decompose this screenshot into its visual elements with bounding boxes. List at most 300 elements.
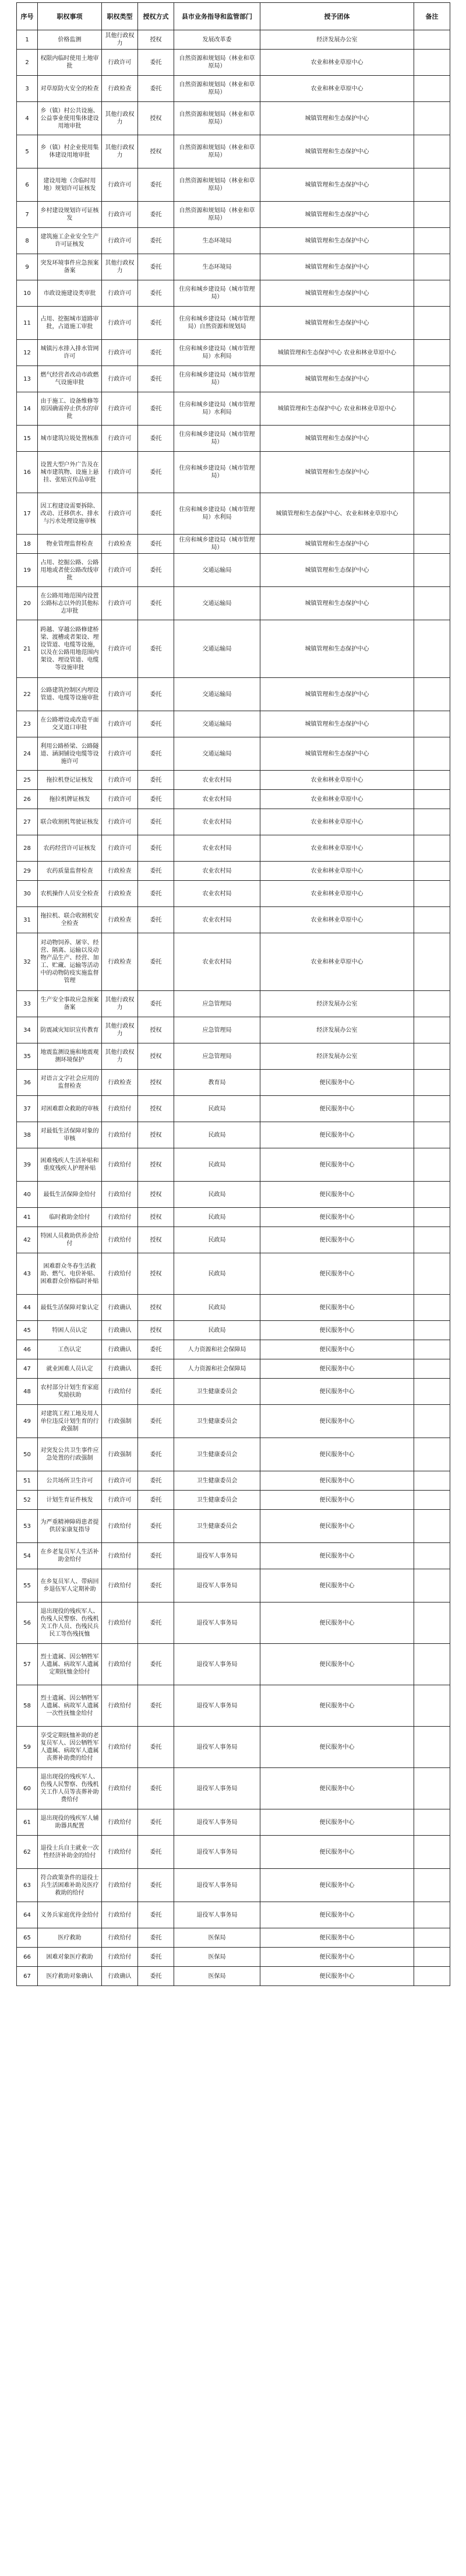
- cell-type: 行政检查: [102, 1070, 138, 1096]
- cell-dept: 教育局: [174, 1070, 260, 1096]
- cell-note: [414, 30, 450, 50]
- cell-type: 行政给付: [102, 1569, 138, 1602]
- cell-name: 农机操作人员安全检查: [38, 881, 102, 907]
- cell-dept: 生态环境局: [174, 228, 260, 254]
- cell-dept: 卫生健康委员会: [174, 1510, 260, 1543]
- cell-team: 便民服务中心: [260, 1148, 414, 1182]
- cell-name: 困难残疾人生活补贴和重度残疾人护理补贴: [38, 1148, 102, 1182]
- cell-dept: 住房和城乡建设局（城市管理局）水利局: [174, 493, 260, 535]
- table-row: [17, 907, 450, 933]
- cell-dept: 民政局: [174, 1182, 260, 1208]
- cell-dept: 民政局: [174, 1321, 260, 1340]
- table-row: [17, 1967, 450, 1986]
- cell-team: 便民服务中心: [260, 1510, 414, 1543]
- cell-name: 市政设施建设类审批: [38, 280, 102, 307]
- cell-note: [414, 835, 450, 862]
- cell-method: 委托: [138, 1510, 174, 1543]
- table-row: [17, 1208, 450, 1227]
- cell-team: 便民服务中心: [260, 1070, 414, 1096]
- cell-method: 委托: [138, 711, 174, 737]
- table-row: [17, 1543, 450, 1569]
- cell-dept: 应急管理局: [174, 1043, 260, 1070]
- cell-method: 委托: [138, 452, 174, 493]
- cell-method: 委托: [138, 202, 174, 228]
- cell-team: 便民服务中心: [260, 1543, 414, 1569]
- cell-seq: 24: [17, 737, 38, 771]
- cell-dept: 住房和城乡建设局（城市管理局）: [174, 452, 260, 493]
- cell-seq: 46: [17, 1340, 38, 1359]
- table-row: [17, 862, 450, 881]
- cell-note: [414, 1096, 450, 1122]
- cell-team: 便民服务中心: [260, 1096, 414, 1122]
- cell-method: 委托: [138, 771, 174, 790]
- cell-seq: 56: [17, 1602, 38, 1644]
- cell-team: 城镇管理和生态保护中心: [260, 620, 414, 678]
- cell-note: [414, 991, 450, 1017]
- cell-dept: 交通运输局: [174, 737, 260, 771]
- cell-method: 委托: [138, 1928, 174, 1948]
- cell-type: 行政给付: [102, 1148, 138, 1182]
- cell-type: 行政许可: [102, 228, 138, 254]
- cell-name: 占用、挖掘城市道路审批，占道施工审批: [38, 307, 102, 340]
- cell-team: 经济发展办公室: [260, 991, 414, 1017]
- cell-note: [414, 1182, 450, 1208]
- cell-team: 农业和林业草原中心: [260, 809, 414, 835]
- cell-note: [414, 392, 450, 426]
- cell-seq: 62: [17, 1836, 38, 1869]
- cell-seq: 49: [17, 1405, 38, 1438]
- cell-dept: 自然资源和规划局（林业和草原局）: [174, 135, 260, 168]
- cell-note: [414, 1122, 450, 1148]
- cell-method: 授权: [138, 1043, 174, 1070]
- cell-method: 委托: [138, 254, 174, 280]
- cell-type: 行政给付: [102, 1948, 138, 1967]
- cell-name: 拖拉机、联合收割机安全检查: [38, 907, 102, 933]
- table-row: [17, 1148, 450, 1182]
- cell-seq: 39: [17, 1148, 38, 1182]
- cell-dept: 卫生健康委员会: [174, 1405, 260, 1438]
- table-row: [17, 426, 450, 452]
- table-row: [17, 711, 450, 737]
- cell-note: [414, 426, 450, 452]
- cell-seq: 43: [17, 1253, 38, 1295]
- cell-team: 农业和林业草原中心: [260, 50, 414, 76]
- cell-note: [414, 1510, 450, 1543]
- cell-type: 行政给付: [102, 1869, 138, 1902]
- cell-method: 委托: [138, 168, 174, 202]
- table-row: [17, 737, 450, 771]
- cell-type: 行政给付: [102, 1182, 138, 1208]
- cell-type: 其他行政权力: [102, 1043, 138, 1070]
- cell-dept: 农业农村局: [174, 862, 260, 881]
- cell-name: 跨越、穿越公路修建桥梁、渡槽或者架设、埋设管道、电缆等设施，以及在公路用地范围内架设、埋设管道、电缆等设施审批: [38, 620, 102, 678]
- cell-type: 行政许可: [102, 392, 138, 426]
- cell-seq: 11: [17, 307, 38, 340]
- cell-seq: 66: [17, 1948, 38, 1967]
- header-note: 备注: [414, 3, 450, 30]
- cell-dept: 民政局: [174, 1295, 260, 1321]
- cell-seq: 10: [17, 280, 38, 307]
- table-row: [17, 1948, 450, 1967]
- cell-seq: 48: [17, 1379, 38, 1405]
- cell-dept: 退役军人事务局: [174, 1685, 260, 1727]
- cell-name: 占用、挖掘公路、公路用地或者使公路改线审批: [38, 554, 102, 587]
- cell-name: 物业管理监督检查: [38, 535, 102, 554]
- cell-name: 在乡老复员军人生活补助金给付: [38, 1543, 102, 1569]
- cell-name: 困难群众冬春生活救助、燃气、电价补贴、困难群众价格临时补贴: [38, 1253, 102, 1295]
- cell-note: [414, 790, 450, 809]
- cell-method: 委托: [138, 862, 174, 881]
- cell-name: 建设用地（含临时用地）规划许可证核发: [38, 168, 102, 202]
- cell-type: 行政许可: [102, 1471, 138, 1491]
- table-row: [17, 554, 450, 587]
- cell-dept: 退役军人事务局: [174, 1644, 260, 1685]
- cell-type: 行政给付: [102, 1928, 138, 1948]
- cell-seq: 32: [17, 933, 38, 991]
- cell-dept: 农业农村局: [174, 835, 260, 862]
- cell-dept: 医保局: [174, 1948, 260, 1967]
- cell-note: [414, 366, 450, 392]
- cell-note: [414, 1543, 450, 1569]
- cell-team: 便民服务中心: [260, 1869, 414, 1902]
- table-row: [17, 135, 450, 168]
- cell-method: 授权: [138, 1295, 174, 1321]
- cell-note: [414, 1836, 450, 1869]
- cell-team: 便民服务中心: [260, 1359, 414, 1379]
- cell-team: 农业和林业草原中心: [260, 790, 414, 809]
- cell-dept: 民政局: [174, 1122, 260, 1148]
- cell-team: 农业和林业草原中心: [260, 862, 414, 881]
- cell-seq: 25: [17, 771, 38, 790]
- table-row: [17, 1510, 450, 1543]
- cell-seq: 7: [17, 202, 38, 228]
- cell-note: [414, 254, 450, 280]
- cell-team: 城镇管理和生态保护中心: [260, 678, 414, 711]
- cell-dept: 交通运输局: [174, 587, 260, 620]
- cell-name: 拖拉机登记证核发: [38, 771, 102, 790]
- cell-method: 授权: [138, 1208, 174, 1227]
- cell-type: 行政许可: [102, 554, 138, 587]
- cell-type: 其他行政权力: [102, 254, 138, 280]
- table-row: [17, 1902, 450, 1928]
- cell-dept: 住房和城乡建设局（城市管理局）: [174, 535, 260, 554]
- cell-name: 在乡复员军人、带病回乡退伍军人定期补助: [38, 1569, 102, 1602]
- cell-type: 行政给付: [102, 1809, 138, 1836]
- cell-note: [414, 737, 450, 771]
- cell-type: 其他行政权力: [102, 991, 138, 1017]
- cell-name: 义务兵家庭优待金给付: [38, 1902, 102, 1928]
- cell-seq: 37: [17, 1096, 38, 1122]
- cell-type: 行政许可: [102, 452, 138, 493]
- cell-team: 便民服务中心: [260, 1122, 414, 1148]
- cell-dept: 人力资源和社会保障局: [174, 1340, 260, 1359]
- cell-method: 授权: [138, 1017, 174, 1043]
- authority-list-table: [16, 2, 450, 1986]
- cell-dept: 退役军人事务局: [174, 1869, 260, 1902]
- cell-method: 委托: [138, 426, 174, 452]
- cell-name: 因工程建设需要拆除、改动、迁移供水、排水与污水处理设施审核: [38, 493, 102, 535]
- cell-seq: 16: [17, 452, 38, 493]
- table-row: [17, 340, 450, 366]
- cell-type: 行政给付: [102, 1836, 138, 1869]
- cell-name: 就业困难人员认定: [38, 1359, 102, 1379]
- cell-note: [414, 1768, 450, 1809]
- cell-dept: 自然资源和规划局（林业和草原局）: [174, 50, 260, 76]
- cell-team: 农业和林业草原中心: [260, 771, 414, 790]
- cell-team: 经济发展办公室: [260, 1043, 414, 1070]
- cell-type: 行政许可: [102, 168, 138, 202]
- cell-seq: 23: [17, 711, 38, 737]
- cell-note: [414, 1644, 450, 1685]
- cell-type: 行政检查: [102, 907, 138, 933]
- cell-name: 退出现役的残疾军人辅助器具配置: [38, 1809, 102, 1836]
- cell-method: 委托: [138, 1948, 174, 1967]
- cell-team: 城镇管理和生态保护中心: [260, 202, 414, 228]
- cell-team: 便民服务中心: [260, 1967, 414, 1986]
- cell-type: 行政确认: [102, 1359, 138, 1379]
- cell-dept: 卫生健康委员会: [174, 1438, 260, 1471]
- cell-method: 委托: [138, 991, 174, 1017]
- cell-note: [414, 554, 450, 587]
- cell-note: [414, 1148, 450, 1182]
- cell-dept: 生态环境局: [174, 254, 260, 280]
- cell-team: 便民服务中心: [260, 1902, 414, 1928]
- cell-dept: 卫生健康委员会: [174, 1491, 260, 1510]
- cell-method: 委托: [138, 340, 174, 366]
- cell-team: 便民服务中心: [260, 1379, 414, 1405]
- cell-type: 行政给付: [102, 1727, 138, 1768]
- cell-note: [414, 1967, 450, 1986]
- cell-type: 行政检查: [102, 862, 138, 881]
- cell-method: 委托: [138, 1727, 174, 1768]
- cell-team: 便民服务中心: [260, 1321, 414, 1340]
- table-row: [17, 1471, 450, 1491]
- cell-method: 委托: [138, 493, 174, 535]
- cell-method: 委托: [138, 76, 174, 102]
- cell-seq: 4: [17, 102, 38, 135]
- cell-name: 最低生活保障金给付: [38, 1182, 102, 1208]
- table-row: [17, 620, 450, 678]
- cell-method: 委托: [138, 1685, 174, 1727]
- cell-team: 城镇管理和生态保护中心: [260, 168, 414, 202]
- cell-team: 便民服务中心: [260, 1253, 414, 1295]
- cell-type: 行政许可: [102, 426, 138, 452]
- cell-note: [414, 1928, 450, 1948]
- cell-dept: 农业农村局: [174, 771, 260, 790]
- cell-name: 为严重精神障碍患者提供居家康复指导: [38, 1510, 102, 1543]
- cell-seq: 9: [17, 254, 38, 280]
- cell-seq: 34: [17, 1017, 38, 1043]
- cell-dept: 自然资源和规划局（林业和草原局）: [174, 102, 260, 135]
- cell-dept: 自然资源和规划局（林业和草原局）: [174, 202, 260, 228]
- cell-method: 委托: [138, 1543, 174, 1569]
- cell-seq: 57: [17, 1644, 38, 1685]
- cell-team: 农业和林业草原中心: [260, 907, 414, 933]
- cell-note: [414, 1438, 450, 1471]
- cell-method: 委托: [138, 678, 174, 711]
- cell-team: 便民服务中心: [260, 1295, 414, 1321]
- cell-dept: 医保局: [174, 1928, 260, 1948]
- cell-method: 授权: [138, 135, 174, 168]
- cell-dept: 退役军人事务局: [174, 1569, 260, 1602]
- cell-dept: 应急管理局: [174, 991, 260, 1017]
- cell-team: 便民服务中心: [260, 1602, 414, 1644]
- header-team: 授予团体: [260, 3, 414, 30]
- cell-seq: 13: [17, 366, 38, 392]
- cell-seq: 55: [17, 1569, 38, 1602]
- cell-note: [414, 1070, 450, 1096]
- cell-dept: 应急管理局: [174, 1017, 260, 1043]
- cell-seq: 2: [17, 50, 38, 76]
- cell-seq: 51: [17, 1471, 38, 1491]
- cell-seq: 20: [17, 587, 38, 620]
- cell-type: 行政许可: [102, 50, 138, 76]
- table-row: [17, 366, 450, 392]
- cell-dept: 退役军人事务局: [174, 1836, 260, 1869]
- table-row: [17, 102, 450, 135]
- cell-type: 行政许可: [102, 711, 138, 737]
- cell-note: [414, 452, 450, 493]
- table-row: [17, 493, 450, 535]
- table-row: [17, 991, 450, 1017]
- table-row: [17, 1928, 450, 1948]
- cell-method: 委托: [138, 1438, 174, 1471]
- table-row: [17, 1359, 450, 1379]
- cell-seq: 58: [17, 1685, 38, 1727]
- cell-name: 烈士遗属、因公牺牲军人遗属、病故军人遗属定期抚恤金给付: [38, 1644, 102, 1685]
- table-body: [17, 30, 450, 1986]
- cell-type: 行政给付: [102, 1253, 138, 1295]
- cell-name: 突发环境事件应急预案备案: [38, 254, 102, 280]
- cell-type: 其他行政权力: [102, 1017, 138, 1043]
- table-row: [17, 1227, 450, 1253]
- cell-team: 便民服务中心: [260, 1768, 414, 1809]
- cell-note: [414, 280, 450, 307]
- cell-note: [414, 1685, 450, 1727]
- cell-name: 临时救助金给付: [38, 1208, 102, 1227]
- table-row: [17, 1491, 450, 1510]
- cell-name: 退出现役的残疾军人、伤残人民警察、伤残机关工作人员、伤残民兵民工等伤残抚恤: [38, 1602, 102, 1644]
- cell-method: 委托: [138, 366, 174, 392]
- cell-dept: 卫生健康委员会: [174, 1379, 260, 1405]
- cell-type: 行政给付: [102, 1543, 138, 1569]
- cell-note: [414, 1602, 450, 1644]
- cell-method: 委托: [138, 307, 174, 340]
- cell-seq: 26: [17, 790, 38, 809]
- cell-note: [414, 1359, 450, 1379]
- cell-note: [414, 202, 450, 228]
- cell-type: 行政许可: [102, 366, 138, 392]
- cell-type: 行政给付: [102, 1902, 138, 1928]
- table-row: [17, 392, 450, 426]
- table-row: [17, 1685, 450, 1727]
- cell-method: 授权: [138, 1096, 174, 1122]
- cell-method: 授权: [138, 30, 174, 50]
- cell-team: 便民服务中心: [260, 1405, 414, 1438]
- cell-type: 行政许可: [102, 493, 138, 535]
- header-seq: 序号: [17, 3, 38, 30]
- cell-note: [414, 1809, 450, 1836]
- cell-type: 行政检查: [102, 881, 138, 907]
- cell-team: 城镇管理和生态保护中心: [260, 280, 414, 307]
- cell-name: 农药质量监督检查: [38, 862, 102, 881]
- cell-note: [414, 76, 450, 102]
- table-row: [17, 1253, 450, 1295]
- cell-team: 便民服务中心: [260, 1569, 414, 1602]
- cell-team: 农业和林业草原中心: [260, 933, 414, 991]
- cell-name: 对草原防火安全的检查: [38, 76, 102, 102]
- cell-note: [414, 493, 450, 535]
- cell-seq: 8: [17, 228, 38, 254]
- cell-team: 便民服务中心: [260, 1208, 414, 1227]
- cell-dept: 发展改革委: [174, 30, 260, 50]
- cell-name: 对动物饲养、屠宰、经营、隔离、运输以及动物产品生产、经营、加工、贮藏、运输等活动中的动物防疫实施监督管理: [38, 933, 102, 991]
- cell-method: 委托: [138, 907, 174, 933]
- cell-seq: 33: [17, 991, 38, 1017]
- table-row: [17, 1017, 450, 1043]
- cell-note: [414, 809, 450, 835]
- cell-note: [414, 620, 450, 678]
- cell-type: 行政许可: [102, 771, 138, 790]
- cell-note: [414, 1208, 450, 1227]
- cell-method: 授权: [138, 102, 174, 135]
- cell-name: 乡村建设规划许可证核发: [38, 202, 102, 228]
- cell-team: 便民服务中心: [260, 1340, 414, 1359]
- table-row: [17, 1869, 450, 1902]
- cell-seq: 42: [17, 1227, 38, 1253]
- cell-team: 便民服务中心: [260, 1948, 414, 1967]
- header-row: [17, 3, 450, 30]
- cell-type: 行政给付: [102, 1096, 138, 1122]
- table-row: [17, 452, 450, 493]
- cell-note: [414, 1727, 450, 1768]
- table-row: [17, 254, 450, 280]
- cell-type: 行政给付: [102, 1379, 138, 1405]
- cell-type: 行政许可: [102, 835, 138, 862]
- cell-name: 退出现役的残疾军人、伤残人民警察、伤残机关工作人员等丧葬补助费给付: [38, 1768, 102, 1809]
- cell-team: 城镇管理和生态保护中心: [260, 452, 414, 493]
- cell-dept: 住房和城乡建设局（城市管理局）: [174, 280, 260, 307]
- cell-team: 便民服务中心: [260, 1644, 414, 1685]
- cell-dept: 农业农村局: [174, 881, 260, 907]
- cell-note: [414, 678, 450, 711]
- cell-name: 利用公路桥梁、公路隧道、涵洞铺设电缆等设施许可: [38, 737, 102, 771]
- cell-type: 行政许可: [102, 340, 138, 366]
- cell-team: 便民服务中心: [260, 1227, 414, 1253]
- cell-team: 便民服务中心: [260, 1182, 414, 1208]
- cell-type: 行政许可: [102, 587, 138, 620]
- cell-seq: 3: [17, 76, 38, 102]
- cell-team: 农业和林业草原中心: [260, 76, 414, 102]
- cell-name: 联合收割机驾驶证核发: [38, 809, 102, 835]
- table-row: [17, 30, 450, 50]
- cell-note: [414, 771, 450, 790]
- table-row: [17, 280, 450, 307]
- cell-name: 城市建筑垃圾处置核准: [38, 426, 102, 452]
- cell-name: 享受定期抚恤补助的老复员军人、因公牺牲军人遗属、病故军人遗属丧葬补助费的给付: [38, 1727, 102, 1768]
- cell-seq: 5: [17, 135, 38, 168]
- cell-note: [414, 535, 450, 554]
- cell-method: 委托: [138, 790, 174, 809]
- cell-name: 在公路增设或改造平面交叉道口审批: [38, 711, 102, 737]
- cell-name: 特困人员认定: [38, 1321, 102, 1340]
- cell-name: 特困人员救助供养金给付: [38, 1227, 102, 1253]
- cell-type: 行政检查: [102, 76, 138, 102]
- cell-team: 城镇管理和生态保护中心: [260, 426, 414, 452]
- cell-seq: 22: [17, 678, 38, 711]
- cell-note: [414, 50, 450, 76]
- cell-seq: 60: [17, 1768, 38, 1809]
